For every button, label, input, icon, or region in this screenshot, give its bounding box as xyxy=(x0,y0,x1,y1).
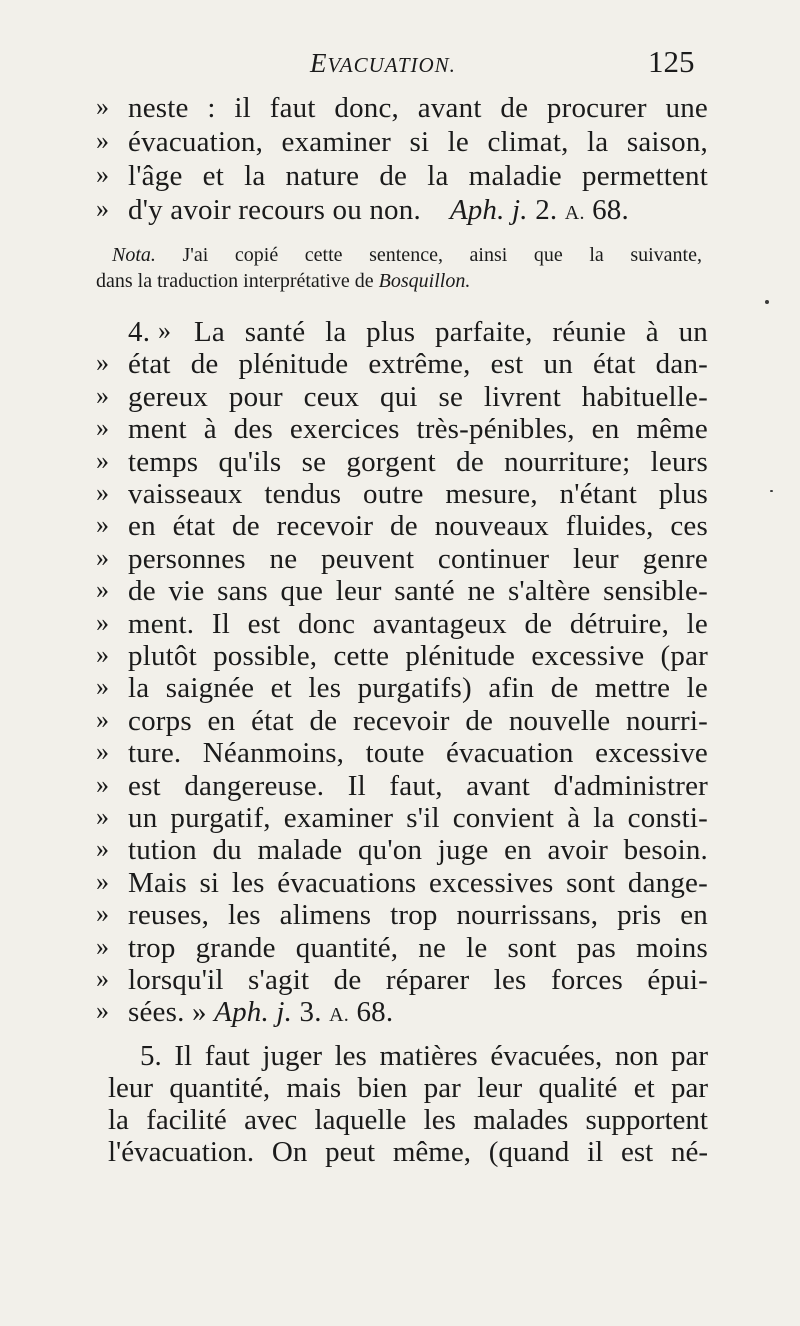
print-speck xyxy=(770,490,773,492)
quote-mark: » xyxy=(96,478,109,507)
quote-mark: » xyxy=(96,543,109,572)
page-number: 125 xyxy=(648,44,695,79)
quote-mark: » xyxy=(96,770,109,799)
text-line: la facilité avec laquelle les malades supportent xyxy=(108,1104,708,1136)
text-line: leur quantité, mais bien par leur qualité et par xyxy=(108,1072,708,1104)
print-speck xyxy=(765,300,769,304)
quote-mark: » xyxy=(158,316,171,345)
running-title: EVACUATION. xyxy=(310,48,456,78)
quote-mark: » xyxy=(96,964,109,993)
aphorism-ref: Aph. j. xyxy=(214,996,293,1028)
quote-mark: » xyxy=(96,194,109,223)
nota-label: Nota. xyxy=(112,244,156,266)
quote-mark: » xyxy=(96,348,109,377)
paragraph-number: 4. xyxy=(128,316,151,348)
quote-mark: » xyxy=(96,381,109,410)
aphorism-ref: Aph. j. xyxy=(449,194,528,226)
quote-mark: » xyxy=(96,932,109,961)
text-line: l'évacuation. On peut même, (quand il est né- xyxy=(108,1136,708,1168)
nota-line: Nota. J'ai copié cette sentence, ainsi que la suivante, xyxy=(112,244,702,266)
nota-line: dans la traduction interprétative de Bosquillon. xyxy=(96,270,471,292)
quote-mark: » xyxy=(96,446,109,475)
quote-mark: » xyxy=(96,640,109,669)
quote-mark: » xyxy=(96,996,109,1025)
quote-mark: » xyxy=(96,737,109,766)
quote-mark: » xyxy=(96,92,109,121)
quote-mark: » xyxy=(96,608,109,637)
quote-mark: » xyxy=(96,834,109,863)
quote-mark: » xyxy=(96,705,109,734)
quote-mark: » xyxy=(96,126,109,155)
quote-mark: » xyxy=(96,899,109,928)
quote-mark: » xyxy=(96,672,109,701)
page-header xyxy=(0,44,800,84)
quote-mark: » xyxy=(96,575,109,604)
quote-mark: » xyxy=(96,413,109,442)
quote-mark: » xyxy=(96,802,109,831)
text-line: 5. Il faut juger les matières évacuées, non par xyxy=(140,1040,708,1072)
quote-mark: » xyxy=(96,867,109,896)
quote-mark: » xyxy=(96,510,109,539)
quote-mark: » xyxy=(96,160,109,189)
book-page: EVACUATION. 125 » neste : il faut donc, avant de procurer une » évacuation, examiner si le climat, la saison, » l'âge et la nature de la maladie permettent » d'y avoir recours ou non. Aph. j. 2. A. 68. Nota. J'ai copié cette sentence, ainsi que la suivante, dans la traduction interprétative de Bosquillon. 4. » La santé la plus parfaite, réunie à un » état de plénitude extrême, est un état dan- » gereux pour ceux qui se livrent habituelle- » ment à des exercices très-pénibles, en même » temps qu'ils se gorgent de nourriture; leurs » vaisseaux tendus outre mesure, n'étant plus » en état de recevoir de nouveaux fluides, ces » personnes ne peuvent continuer leur genre » de vie sans que leur santé ne s'altère sensible- » ment. Il est donc avantageux de détruire, le » plutôt possible, cette plénitude excessive (par » la saignée et les purgatifs) afin de mettre le » corps en état de recevoir de nouvelle nourri- » ture. Néanmoins, toute évacuation excessive » est dangereuse. Il faut, avant d'administrer » un purgatif, examiner s'il convient à la consti- » tution du malade qu'on juge en avoir besoin. » Mais si les évacuations excessives sont dange- » reuses, les alimens trop nourrissans, pris en » trop grande quantité, ne le sont pas moins » lorsqu'il s'agit de réparer les forces épui- » sées. » Aph. j. 3. A. 68. 5. Il faut juger les matières évacuées, non par leur quantité, mais bien par leur qualité et par la facilité avec laquelle les malades supportent l'évacuation. On peut même, (quand il est né- xyxy=(0,0,800,1326)
